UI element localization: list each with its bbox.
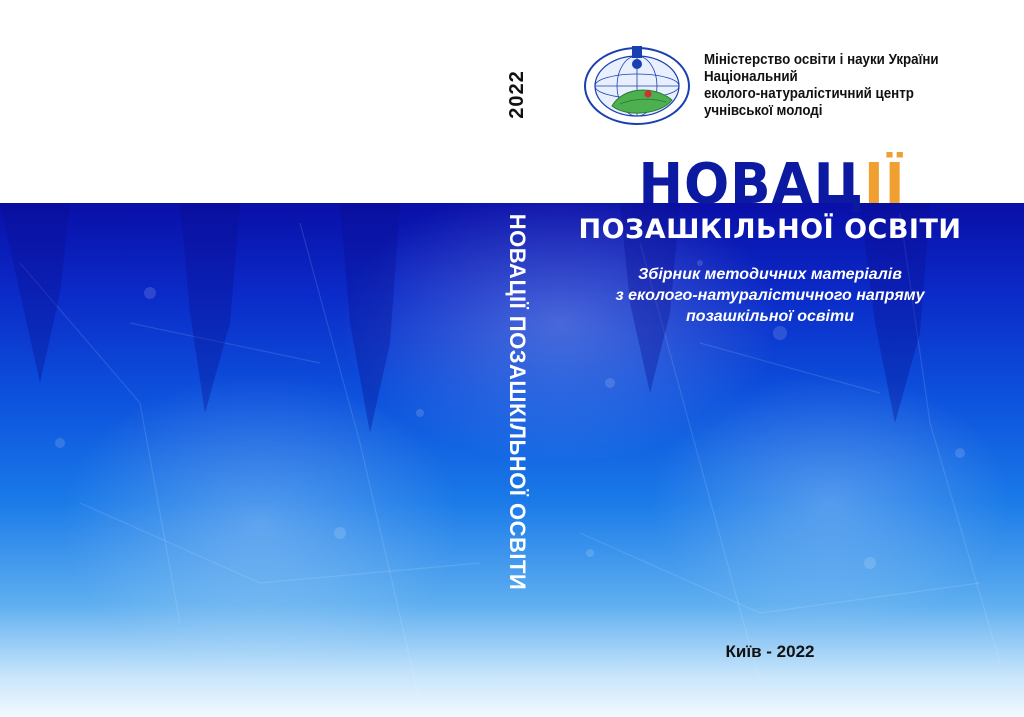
description-line3: позашкільної освіти xyxy=(686,308,854,325)
title-subline: ПОЗАШКІЛЬНОЇ ОСВІТИ xyxy=(578,214,962,245)
description-line2: з еколого-натуралістичного напряму xyxy=(615,287,925,304)
main-title-accent: ІЇ xyxy=(864,152,906,217)
center-name-line3: учнівської молоді xyxy=(704,103,823,119)
spine-title xyxy=(497,213,537,591)
place-and-year: Київ - 2022 xyxy=(725,642,815,661)
description-line1: Збірник методичних матеріалів xyxy=(638,266,902,283)
spine-year xyxy=(497,59,537,129)
main-title-prefix: НОВАЦ xyxy=(638,152,865,217)
spine-title-text: НОВАЦІЇ ПОЗАШКІЛЬНОЇ ОСВІТИ xyxy=(505,213,530,591)
center-name-line1: Національний xyxy=(704,69,798,85)
collection-description xyxy=(600,264,940,327)
center-logo-icon xyxy=(582,44,692,126)
ministry-name: Міністерство освіти і науки України xyxy=(704,52,939,68)
spine-year-text: 2022 xyxy=(505,69,528,119)
main-title xyxy=(620,150,924,220)
center-name-line2: еколого-натуралістичний центр xyxy=(704,86,914,102)
publisher-block xyxy=(704,52,980,120)
